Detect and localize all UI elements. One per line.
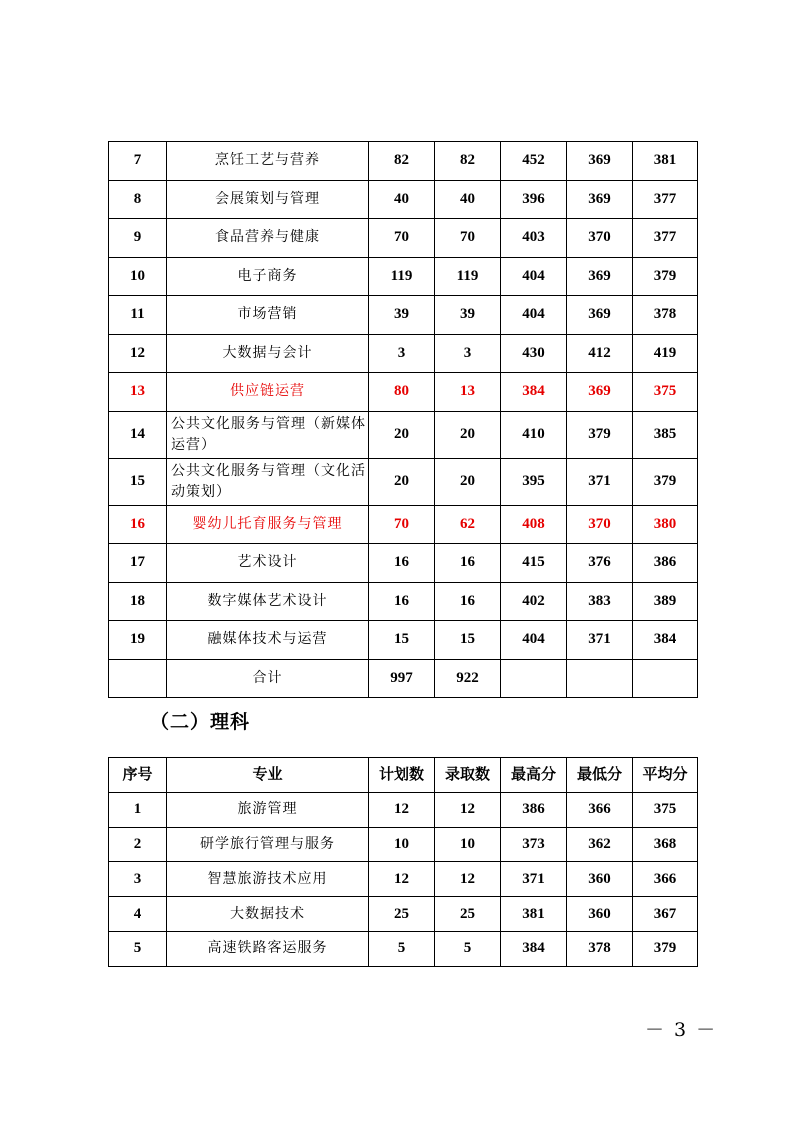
admitted-count: 82 [435, 142, 501, 181]
major-name: 大数据技术 [167, 897, 369, 932]
max-score: 403 [501, 219, 567, 258]
admitted-count: 62 [435, 505, 501, 544]
min-score: 376 [567, 544, 633, 583]
header-min: 最低分 [567, 758, 633, 793]
row-number: 4 [109, 897, 167, 932]
table-row [109, 411, 698, 458]
table-row [109, 458, 698, 505]
row-number: 13 [109, 373, 167, 412]
table-row [109, 621, 698, 660]
major-name: 会展策划与管理 [167, 180, 369, 219]
table-row [109, 582, 698, 621]
min-score: 369 [567, 296, 633, 335]
max-score: 410 [501, 411, 567, 458]
total-admitted-count: 922 [435, 659, 501, 698]
table-row [109, 862, 698, 897]
row-number: 14 [109, 411, 167, 458]
avg-score: 379 [633, 458, 698, 505]
table-row [109, 296, 698, 335]
row-number: 3 [109, 862, 167, 897]
row-number: 19 [109, 621, 167, 660]
min-score: 362 [567, 827, 633, 862]
major-name: 融媒体技术与运营 [167, 621, 369, 660]
admitted-count: 5 [435, 931, 501, 966]
row-number: 2 [109, 827, 167, 862]
plan-count: 39 [369, 296, 435, 335]
row-number: 8 [109, 180, 167, 219]
plan-count: 16 [369, 582, 435, 621]
min-score: 378 [567, 931, 633, 966]
admitted-count: 40 [435, 180, 501, 219]
min-score: 371 [567, 458, 633, 505]
avg-score: 386 [633, 544, 698, 583]
min-score: 412 [567, 334, 633, 373]
min-score: 371 [567, 621, 633, 660]
major-name: 烹饪工艺与营养 [167, 142, 369, 181]
min-score: 369 [567, 180, 633, 219]
row-number: 1 [109, 792, 167, 827]
total-plan-count: 997 [369, 659, 435, 698]
max-score: 381 [501, 897, 567, 932]
admitted-count: 16 [435, 582, 501, 621]
major-name: 研学旅行管理与服务 [167, 827, 369, 862]
max-score: 408 [501, 505, 567, 544]
max-score: 396 [501, 180, 567, 219]
major-name: 大数据与会计 [167, 334, 369, 373]
max-score: 402 [501, 582, 567, 621]
avg-score: 366 [633, 862, 698, 897]
max-score: 404 [501, 257, 567, 296]
major-name: 电子商务 [167, 257, 369, 296]
plan-count: 12 [369, 862, 435, 897]
min-score: 369 [567, 373, 633, 412]
header-admitted: 录取数 [435, 758, 501, 793]
row-number: 11 [109, 296, 167, 335]
max-score: 395 [501, 458, 567, 505]
plan-count: 10 [369, 827, 435, 862]
admitted-count: 20 [435, 458, 501, 505]
header-no: 序号 [109, 758, 167, 793]
admitted-count: 10 [435, 827, 501, 862]
avg-score: 379 [633, 931, 698, 966]
plan-count: 70 [369, 505, 435, 544]
max-score: 384 [501, 373, 567, 412]
row-number: 17 [109, 544, 167, 583]
header-plan: 计划数 [369, 758, 435, 793]
max-score: 430 [501, 334, 567, 373]
max-score: 384 [501, 931, 567, 966]
max-score: 404 [501, 621, 567, 660]
header-major: 专业 [167, 758, 369, 793]
row-number: 5 [109, 931, 167, 966]
major-name: 公共文化服务与管理（文化活动策划） [167, 458, 369, 505]
min-score: 383 [567, 582, 633, 621]
table-row [109, 931, 698, 966]
admitted-count: 15 [435, 621, 501, 660]
min-score: 370 [567, 219, 633, 258]
row-number: 12 [109, 334, 167, 373]
min-score: 379 [567, 411, 633, 458]
avg-score: 378 [633, 296, 698, 335]
plan-count: 25 [369, 897, 435, 932]
min-score: 366 [567, 792, 633, 827]
admitted-count: 119 [435, 257, 501, 296]
max-score: 373 [501, 827, 567, 862]
avg-score: 367 [633, 897, 698, 932]
empty-cell [633, 659, 698, 698]
min-score: 360 [567, 862, 633, 897]
section-heading: （二）理科 [150, 711, 251, 733]
avg-score: 381 [633, 142, 698, 181]
admitted-count: 16 [435, 544, 501, 583]
header-max: 最高分 [501, 758, 567, 793]
avg-score: 380 [633, 505, 698, 544]
total-label: 合计 [167, 659, 369, 698]
major-name: 公共文化服务与管理（新媒体运营） [167, 411, 369, 458]
plan-count: 40 [369, 180, 435, 219]
avg-score: 384 [633, 621, 698, 660]
admission-table-science [108, 757, 698, 967]
page-number: － 3 － [645, 1019, 718, 1041]
major-name: 供应链运营 [167, 373, 369, 412]
table-row [109, 142, 698, 181]
plan-count: 82 [369, 142, 435, 181]
table-row [109, 334, 698, 373]
major-name: 食品营养与健康 [167, 219, 369, 258]
max-score: 452 [501, 142, 567, 181]
plan-count: 70 [369, 219, 435, 258]
row-number: 16 [109, 505, 167, 544]
max-score: 415 [501, 544, 567, 583]
table-row [109, 544, 698, 583]
table-row [109, 827, 698, 862]
table-row [109, 219, 698, 258]
avg-score: 419 [633, 334, 698, 373]
avg-score: 375 [633, 792, 698, 827]
major-name: 市场营销 [167, 296, 369, 335]
plan-count: 5 [369, 931, 435, 966]
table-row [109, 180, 698, 219]
major-name: 旅游管理 [167, 792, 369, 827]
admitted-count: 12 [435, 862, 501, 897]
admission-table-liberal-arts [108, 141, 698, 698]
plan-count: 16 [369, 544, 435, 583]
avg-score: 377 [633, 180, 698, 219]
plan-count: 20 [369, 458, 435, 505]
table-row [109, 897, 698, 932]
admitted-count: 25 [435, 897, 501, 932]
table-row-highlighted [109, 373, 698, 412]
admitted-count: 39 [435, 296, 501, 335]
table-row [109, 792, 698, 827]
max-score: 386 [501, 792, 567, 827]
admitted-count: 20 [435, 411, 501, 458]
row-number: 7 [109, 142, 167, 181]
plan-count: 80 [369, 373, 435, 412]
empty-cell [501, 659, 567, 698]
admitted-count: 3 [435, 334, 501, 373]
table-header-row [109, 758, 698, 793]
admitted-count: 12 [435, 792, 501, 827]
row-number: 15 [109, 458, 167, 505]
major-name: 婴幼儿托育服务与管理 [167, 505, 369, 544]
row-number: 10 [109, 257, 167, 296]
plan-count: 20 [369, 411, 435, 458]
plan-count: 12 [369, 792, 435, 827]
admitted-count: 70 [435, 219, 501, 258]
min-score: 370 [567, 505, 633, 544]
empty-cell [109, 659, 167, 698]
max-score: 371 [501, 862, 567, 897]
major-name: 艺术设计 [167, 544, 369, 583]
plan-count: 119 [369, 257, 435, 296]
avg-score: 377 [633, 219, 698, 258]
total-row [109, 659, 698, 698]
empty-cell [567, 659, 633, 698]
row-number: 18 [109, 582, 167, 621]
row-number: 9 [109, 219, 167, 258]
avg-score: 368 [633, 827, 698, 862]
max-score: 404 [501, 296, 567, 335]
min-score: 360 [567, 897, 633, 932]
min-score: 369 [567, 257, 633, 296]
header-avg: 平均分 [633, 758, 698, 793]
avg-score: 375 [633, 373, 698, 412]
major-name: 数字媒体艺术设计 [167, 582, 369, 621]
avg-score: 379 [633, 257, 698, 296]
table-row [109, 257, 698, 296]
table-row-highlighted [109, 505, 698, 544]
min-score: 369 [567, 142, 633, 181]
plan-count: 15 [369, 621, 435, 660]
avg-score: 385 [633, 411, 698, 458]
avg-score: 389 [633, 582, 698, 621]
major-name: 智慧旅游技术应用 [167, 862, 369, 897]
admitted-count: 13 [435, 373, 501, 412]
plan-count: 3 [369, 334, 435, 373]
major-name: 高速铁路客运服务 [167, 931, 369, 966]
